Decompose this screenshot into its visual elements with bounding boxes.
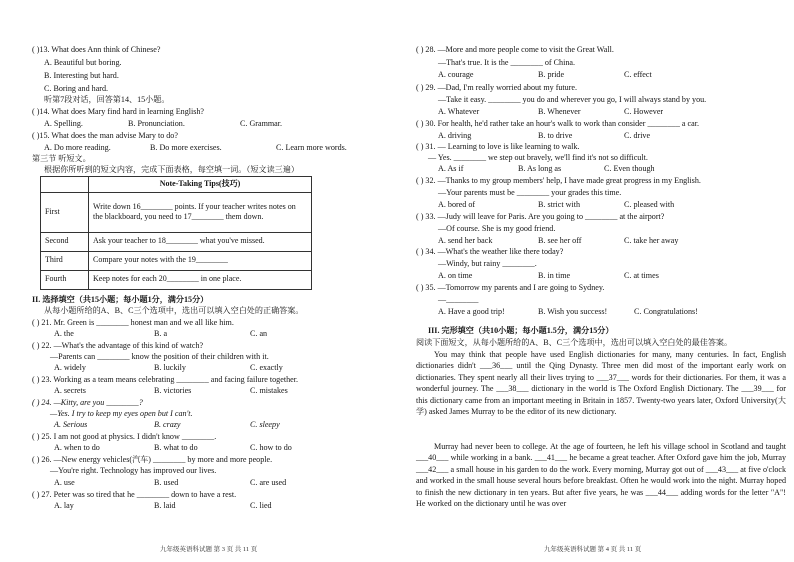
table-row <box>41 232 312 251</box>
page-footer-left: 九年级英语科试题 第 3 页 共 11 页 <box>160 546 258 553</box>
q35-option-a: A. Have a good trip! <box>438 307 505 316</box>
section3-title: 第三节 听短文。 <box>32 154 91 163</box>
q34-line2: —Windy, but rainy ________. <box>438 259 537 268</box>
q24-option-c: C. sleepy <box>250 420 280 429</box>
q26-option-b: B. used <box>154 478 179 487</box>
q28-line2: —That's true. It is the ________ of China. <box>438 58 576 67</box>
table-row <box>41 270 312 289</box>
q28-option-c: C. effect <box>624 70 652 79</box>
cloze-paragraph-1: You may think that people have used English dictionaries for many, many centuries. In fact, English dictionaries didn't ___36___ until the Qing Dynasty. Three men did most of the important early work on dictionaries. They spent nearly all their lives trying to ___37___ words for their dictionaries. For them, it was a wonderful journey. The ___38___ dictionary in the world is The Oxford English Dictionary. The ___39___ for this dictionary came from an important meeting in Britain in 1857. Twenty-two years later, Oxford University(大学) asked James Murray to be the editor of its new dictionary. <box>416 350 786 417</box>
q24-option-b: B. crazy <box>154 420 181 429</box>
q34-stem: ( ) 34. —What's the weather like there today? <box>416 247 564 256</box>
q21-option-a: A. the <box>54 329 74 338</box>
q34-option-b: B. in time <box>538 271 571 280</box>
q32-line2: —Your parents must be ________ your grades this time. <box>438 188 622 197</box>
right-page <box>416 0 790 562</box>
table-corner <box>41 177 89 193</box>
table-row <box>41 192 312 232</box>
q26-option-a: A. use <box>54 478 75 487</box>
note-taking-table <box>40 176 312 290</box>
q34-option-a: A. on time <box>438 271 473 280</box>
q26-option-c: C. are used <box>250 478 287 487</box>
q33-option-c: C. take her away <box>624 236 679 245</box>
q22-line2: —Parents can ________ know the position of their children with it. <box>50 352 269 361</box>
q22-option-b: B. luckily <box>154 363 186 372</box>
table-row-text: Keep notes for each 20________ in one place. <box>89 270 312 289</box>
q29-option-b: B. Whenever <box>538 107 581 116</box>
q26-line2: —You're right. Technology has improved our lives. <box>50 466 217 475</box>
q33-line2: —Of course. She is my good friend. <box>438 224 556 233</box>
q13-stem: ( )13. What does Ann think of Chinese? <box>32 45 161 54</box>
q32-option-a: A. bored of <box>438 200 476 209</box>
q27-option-a: A. lay <box>54 501 74 510</box>
q31-line2: — Yes. ________ we step out bravely, we'll find it's not so difficult. <box>428 153 648 162</box>
q28-stem: ( ) 28. —More and more people come to visit the Great Wall. <box>416 45 614 54</box>
q14-option-a: A. Spelling. <box>44 119 83 128</box>
q22-option-c: C. exactly <box>250 363 283 372</box>
table-row-text: Compare your notes with the 19________ <box>89 251 312 270</box>
q23-option-a: A. secrets <box>54 386 86 395</box>
q32-stem: ( ) 32. —Thanks to my group members' help, I have made great progress in my English. <box>416 176 701 185</box>
q32-option-b: B. strict with <box>538 200 581 209</box>
q35-stem: ( ) 35. —Tomorrow my parents and I are going to Sydney. <box>416 283 605 292</box>
q23-option-c: C. mistakes <box>250 386 288 395</box>
q28-option-b: B. pride <box>538 70 565 79</box>
q15-option-b: B. Do more exercises. <box>150 143 222 152</box>
q15-stem: ( )15. What does the man advise Mary to do? <box>32 131 178 140</box>
q31-stem: ( ) 31. — Learning to love is like learning to walk. <box>416 142 580 151</box>
q13-option-a: A. Beautiful but boring. <box>44 58 122 67</box>
section3-instruction: 根据你所听到的短文内容，完成下面表格，每空填一词。（短文读三遍） <box>44 165 299 174</box>
q22-option-a: A. widely <box>54 363 86 372</box>
q25-option-c: C. how to do <box>250 443 292 452</box>
q24-stem: ( ) 24. —Kitty, are you ________? <box>32 398 143 407</box>
part2-title: II. 选择填空（共15小题；每小题1分，满分15分） <box>32 295 209 304</box>
table-row-key: Third <box>41 251 89 270</box>
q31-option-a: A. As if <box>438 164 464 173</box>
q15-option-a: A. Do more reading. <box>44 143 111 152</box>
q15-option-c: C. Learn more words. <box>276 143 347 152</box>
q26-stem: ( ) 26. —New energy vehicles(汽车) ________ by more and more people. <box>32 455 273 464</box>
part3-instruction: 阅读下面短文，从每小题所给的A、B、C三个选项中，选出可以填入空白处的最佳答案。 <box>416 338 733 347</box>
table-row-key: Fourth <box>41 270 89 289</box>
q23-option-b: B. victories <box>154 386 192 395</box>
table-row-key: Second <box>41 232 89 251</box>
q33-option-b: B. see her off <box>538 236 582 245</box>
q32-option-c: C. pleased with <box>624 200 675 209</box>
left-page <box>32 0 388 562</box>
table-row-key: First <box>41 192 89 232</box>
part2-instruction: 从每小题所给的A、B、C三个选项中，选出可以填入空白处的正确答案。 <box>44 306 304 315</box>
q30-stem: ( ) 30. For health, he'd rather take an hour's walk to work than consider ________ a car. <box>416 119 699 128</box>
q13-option-b: B. Interesting but hard. <box>44 71 119 80</box>
q23-stem: ( ) 23. Working as a team means celebrating ________ and facing failure together. <box>32 375 298 384</box>
q21-option-c: C. an <box>250 329 268 338</box>
q14-stem: ( )14. What does Mary find hard in learning English? <box>32 107 205 116</box>
q25-stem: ( ) 25. I am not good at physics. I didn't know ________. <box>32 432 217 441</box>
q27-stem: ( ) 27. Peter was so tired that he ________ down to have a rest. <box>32 490 237 499</box>
q22-stem: ( ) 22. —What's the advantage of this kind of watch? <box>32 341 204 350</box>
q24-option-a: A. Serious <box>54 420 88 429</box>
q21-option-b: B. a <box>154 329 168 338</box>
q33-stem: ( ) 33. —Judy will leave for Paris. Are you going to ________ at the airport? <box>416 212 665 221</box>
part3-title: III. 完形填空（共10小题；每小题1.5分，满分15分） <box>428 326 614 335</box>
q14-option-b: B. Pronunciation. <box>128 119 185 128</box>
q28-option-a: A. courage <box>438 70 474 79</box>
q14-option-c: C. Grammar. <box>240 119 283 128</box>
table-title: Note-Taking Tips(技巧) <box>89 177 312 193</box>
table-row-text: Write down 16________ points. If your teacher writes notes on the blackboard, you need to 17________ them down. <box>89 192 312 232</box>
q35-option-c: C. Congratulations! <box>634 307 698 316</box>
q13-option-c: C. Boring and hard. <box>44 84 109 93</box>
cloze-paragraph-2: Murray had never been to college. At the age of fourteen, he left his village school in Scotland and taught ___40___ while working in a bank. ___41___ he became a great teacher. After Oxford gave him the job, Murray ___42___ a small house in his garden to do the work. Every morning, Murray got out of ___43___ at five o'clock and worked in the small house several hours before breakfast. Often he would work into the night. Murray hoped to finish the new dictionary in ten years. But after five years, he was ___44___ adding words for the letter "A"! He worked on the dictionary until he was over <box>416 442 786 509</box>
q30-option-a: A. driving <box>438 131 472 140</box>
instruction-dialogue-7: 听第7段对话，回答第14、15小题。 <box>44 95 170 104</box>
q21-stem: ( ) 21. Mr. Green is ________ honest man and we all like him. <box>32 318 234 327</box>
q31-option-c: C. Even though <box>604 164 655 173</box>
q25-option-a: A. when to do <box>54 443 100 452</box>
q31-option-b: B. As long as <box>518 164 562 173</box>
page-footer-right: 九年级英语科试题 第 4 页 共 11 页 <box>544 546 642 553</box>
q29-option-a: A. Whatever <box>438 107 480 116</box>
q29-option-c: C. However <box>624 107 664 116</box>
q35-option-b: B. Wish you success! <box>538 307 608 316</box>
q34-option-c: C. at times <box>624 271 659 280</box>
q25-option-b: B. what to do <box>154 443 198 452</box>
q35-line2: —________ <box>438 295 479 304</box>
q30-option-b: B. to drive <box>538 131 573 140</box>
table-row <box>41 251 312 270</box>
q27-option-b: B. laid <box>154 501 176 510</box>
q27-option-c: C. lied <box>250 501 272 510</box>
table-row-text: Ask your teacher to 18________ what you've missed. <box>89 232 312 251</box>
q30-option-c: C. drive <box>624 131 651 140</box>
q24-line2: —Yes. I try to keep my eyes open but I can't. <box>50 409 193 418</box>
q29-stem: ( ) 29. —Dad, I'm really worried about my future. <box>416 83 578 92</box>
q33-option-a: A. send her back <box>438 236 493 245</box>
q29-line2: —Take it easy. ________ you do and wherever you go, I will always stand by you. <box>438 95 707 104</box>
